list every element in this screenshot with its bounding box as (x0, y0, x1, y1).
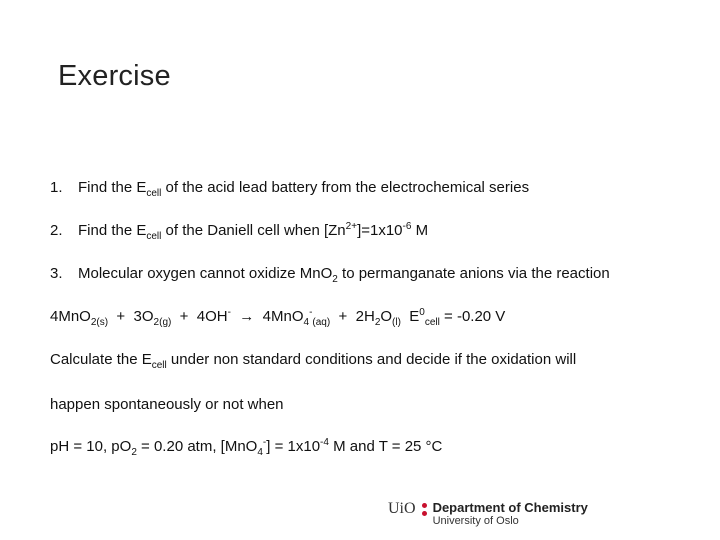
conditions-text (50, 437, 443, 458)
q2-text: Find the E (78, 222, 147, 239)
q2-superscript: 2+ (345, 221, 358, 232)
cell-subscript: cell (424, 317, 440, 328)
state-subscript: 2(s) (90, 317, 109, 328)
q2-text-c: ]=1x10 (357, 222, 403, 239)
q3-text: Molecular oxygen cannot oxidize MnO (78, 265, 333, 282)
calc-subscript: cell (151, 360, 167, 371)
question-3 (50, 265, 610, 285)
q1-text: Find the E (78, 179, 147, 196)
reactant-o2: + 3O (108, 308, 154, 325)
charge-superscript: - (262, 437, 267, 448)
university-name: University of Oslo (432, 515, 519, 527)
count-subscript: 4 (303, 317, 310, 328)
potential-value: = -0.20 V (439, 308, 506, 325)
state-subscript: 2(g) (153, 317, 172, 328)
count-subscript: 2 (131, 447, 137, 458)
q1-subscript: cell (146, 188, 162, 199)
temperature: M and T = 25 °C (328, 438, 443, 455)
question-2 (50, 221, 429, 242)
atm-mno4: = 0.20 atm, [MnO (136, 438, 258, 455)
state-subscript: (aq) (312, 317, 331, 328)
question-number: 1. (50, 179, 63, 196)
logo-text (433, 500, 588, 528)
count-subscript: 4 (257, 447, 263, 458)
logo-dots-icon (422, 500, 427, 516)
q2-text-d: M (411, 222, 429, 239)
charge-superscript: - (227, 307, 231, 318)
q3-text-tail: to permanganate anions via the reaction (337, 265, 610, 282)
reaction-equation (50, 307, 506, 328)
question-number: 2. (50, 222, 63, 239)
reactant-mno2: 4MnO (50, 308, 91, 325)
department-name: Department of Chemistry (432, 500, 588, 515)
product-h2o-o: O (380, 308, 393, 325)
calc-text-tail: under non standard conditions and decide if the oxidation will (166, 351, 577, 368)
charge-superscript: - (309, 307, 313, 318)
standard-potential: E (400, 308, 420, 325)
q1-text-tail: of the acid lead battery from the electrochemical series (161, 179, 530, 196)
calc-text: Calculate the E (50, 351, 152, 368)
q2-exponent: -6 (402, 221, 412, 232)
slide-title: Exercise (58, 60, 171, 92)
question-number: 3. (50, 265, 63, 282)
reaction-arrow: → (230, 308, 263, 325)
q2-text-b: of the Daniell cell when [Zn (161, 222, 346, 239)
standard-superscript: 0 (419, 307, 425, 318)
happen-text: happen spontaneously or not when (50, 396, 284, 413)
calculate-text (50, 351, 577, 371)
product-h2o: + 2H (330, 308, 375, 325)
reactant-oh: + 4OH (171, 308, 228, 325)
product-mno4: 4MnO (262, 308, 304, 325)
count-subscript: 2 (374, 317, 381, 328)
question-1 (50, 179, 530, 199)
uio-wordmark: UiO (388, 500, 416, 517)
concentration: ] = 1x10 (266, 438, 321, 455)
q3-subscript: 2 (332, 274, 338, 285)
uio-logo (388, 500, 588, 530)
q2-subscript: cell (146, 231, 162, 242)
ph-po2: pH = 10, pO (50, 438, 132, 455)
state-subscript: (l) (392, 317, 401, 328)
exponent-superscript: -4 (320, 437, 329, 448)
